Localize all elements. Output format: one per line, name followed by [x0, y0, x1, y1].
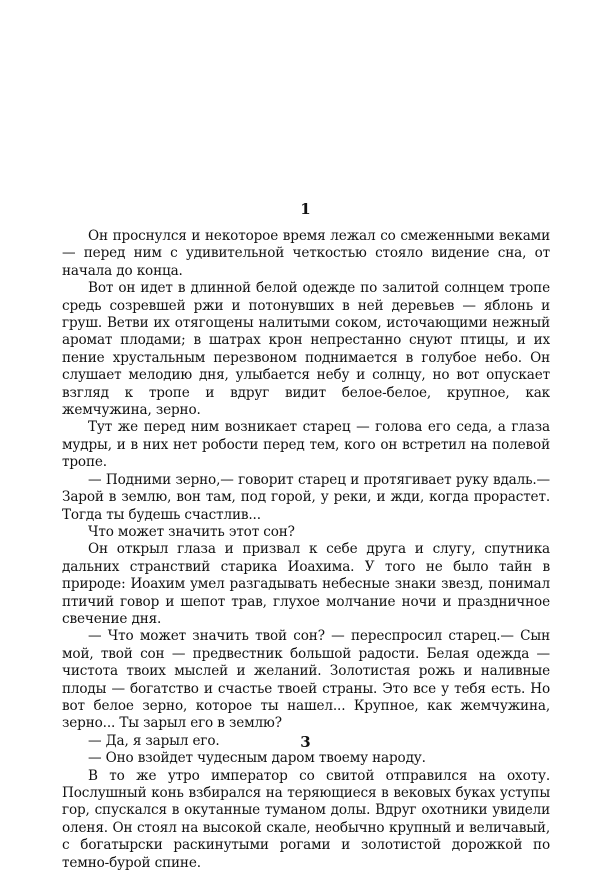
paragraph: — Что может значить твой сон? — переспросил старец.— Сын мой, твой сон — предвестник большой радости. Белая одежда — чистота твоих мыслей и желаний. Золотистая рожь и наливные плоды — богатство и счастье твоей страны. Это все у тебя есть. Но вот белое зерно, которое ты нашел... Крупное, как жемчужина, зерно... Ты зарыл его в землю? [62, 628, 550, 732]
paragraph: Тут же перед ним возникает старец — голова его седа, а глаза мудры, и в них нет робости перед тем, кого он встретил на полевой тропе. [62, 419, 550, 471]
chapter-number: 1 [300, 200, 311, 218]
paragraph: В то же утро император со свитой отправился на охоту. Послушный конь взбирался на теряющиеся в вековых буках уступы гор, спускался в окутанные туманом долы. Вдруг охотники увидели оленя. Он стоял на высокой скале, необычно крупный и величавый, с богатырски раскинутыми рогами и золотистой дорожкой по темно-бурой спине. [62, 767, 550, 871]
paragraph: — Да, я зарыл его. [88, 732, 220, 749]
page-number: 3 [300, 733, 311, 751]
paragraph: Вот он идет в длинной белой одежде по залитой солнцем тропе средь созревшей ржи и потонувших в ней деревьев — яблонь и груш. Ветви их отягощены налитыми соком, источающими нежный аромат плодами; в шатрах крон непрестанно снуют птицы, и их пение хрустальным перезвоном поднимается в голубое небо. Он слушает мелодию дня, улыбается небу и солнцу, но вот опускает взгляд к тропе и вдруг видит белое-белое, крупное, как жемчужина, зерно. [62, 280, 550, 419]
paragraph: Он открыл глаза и призвал к себе друга и слугу, спутника дальних странствий старика Иоахима. У того не было тайн в природе: Иоахим умел разгадывать небесные знаки звезд, понимал птичий говор и шепот трав, глухое молчание ночи и праздничное свечение дня. [62, 541, 550, 627]
paragraph: Что может значить этот сон? [88, 523, 295, 540]
paragraph: — Подними зерно,— говорит старец и протягивает руку вдаль.— Зарой в землю, вон там, под горой, у реки, и жди, когда прорастет. Тогда ты будешь счастлив... [62, 471, 550, 523]
paragraph: Он проснулся и некоторое время лежал со смеженными веками — перед ним с удивительной четкостью стояло видение сна, от начала до конца. [62, 228, 550, 279]
body-text [62, 228, 550, 872]
paragraph: — Оно взойдет чудесным даром твоему народу. [88, 750, 426, 767]
